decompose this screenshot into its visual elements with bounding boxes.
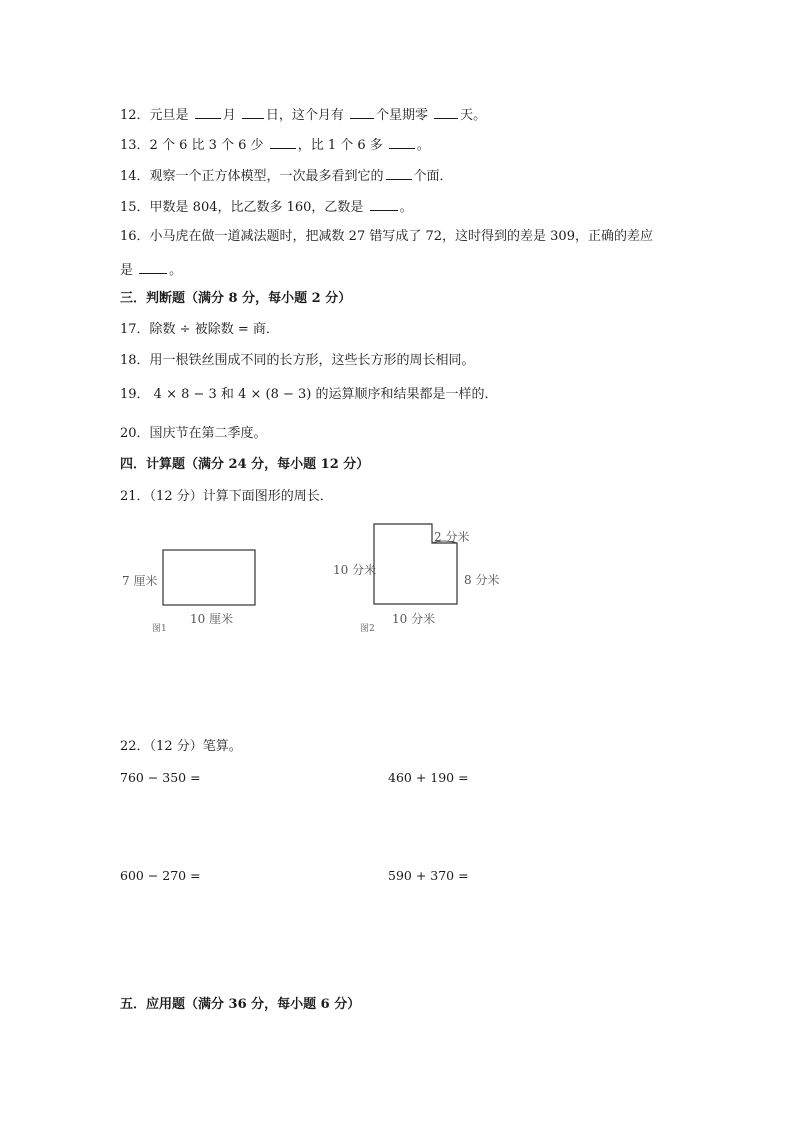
answer-blank[interactable] [270, 134, 296, 149]
figure-1-rectangle [160, 548, 260, 608]
answer-blank[interactable] [350, 104, 374, 119]
question-13: 13．2 个 6 比 3 个 6 少 ，比 1 个 6 多 。 [120, 134, 430, 155]
question-16-continued: 是 。 [120, 259, 182, 280]
question-19: 19． 4 × 8 − 3 和 4 × (8 − 3) 的运算顺序和结果都是一样的． [120, 387, 498, 402]
answer-blank[interactable] [370, 196, 398, 211]
figure-2-right-label: 8 分米 [464, 573, 500, 587]
question-17: 17．除数 ÷ 被除数 = 商． [120, 322, 279, 337]
figure-1-left-label: 7 厘米 [122, 574, 158, 588]
figure-1-bottom-label: 10 厘米 [190, 612, 234, 626]
question-16: 16．小马虎在做一道减法题时，把减数 27 错写成了 72，这时得到的差是 309，正确的差应 [120, 229, 653, 244]
calculation-3: 600 − 270 = [120, 868, 201, 883]
figure-1-caption: 图1 [152, 624, 167, 634]
calculation-1: 760 − 350 = [120, 770, 201, 785]
calculation-2: 460 + 190 = [388, 770, 469, 785]
section-heading-5: 五．应用题（满分 36 分，每小题 6 分） [120, 997, 361, 1012]
question-15: 15．甲数是 804，比乙数多 160，乙数是 。 [120, 196, 413, 217]
figure-2-bottom-label: 10 分米 [392, 612, 436, 626]
answer-blank[interactable] [434, 104, 458, 119]
question-22: 22．（12 分）笔算。 [120, 739, 242, 754]
question-12: 12．元旦是 月 日，这个月有 个星期零 天。 [120, 104, 486, 125]
question-21: 21．（12 分）计算下面图形的周长． [120, 489, 333, 504]
figure-2-caption: 图2 [360, 624, 375, 634]
calculation-4: 590 + 370 = [388, 868, 469, 883]
question-20: 20．国庆节在第二季度。 [120, 426, 267, 441]
figure-2-left-label: 10 分米 [333, 563, 377, 577]
figure-2-notch-label: 2 分米 [434, 530, 470, 544]
question-14: 14．观察一个正方体模型，一次最多看到它的 个面． [120, 165, 453, 186]
answer-blank[interactable] [242, 104, 264, 119]
section-heading-4: 四．计算题（满分 24 分，每小题 12 分） [120, 457, 370, 472]
answer-blank[interactable] [195, 104, 221, 119]
section-heading-3: 三．判断题（满分 8 分，每小题 2 分） [120, 291, 352, 306]
answer-blank[interactable] [386, 165, 412, 180]
answer-blank[interactable] [139, 259, 167, 274]
answer-blank[interactable] [389, 134, 415, 149]
question-18: 18．用一根铁丝围成不同的长方形，这些长方形的周长相同。 [120, 353, 475, 368]
